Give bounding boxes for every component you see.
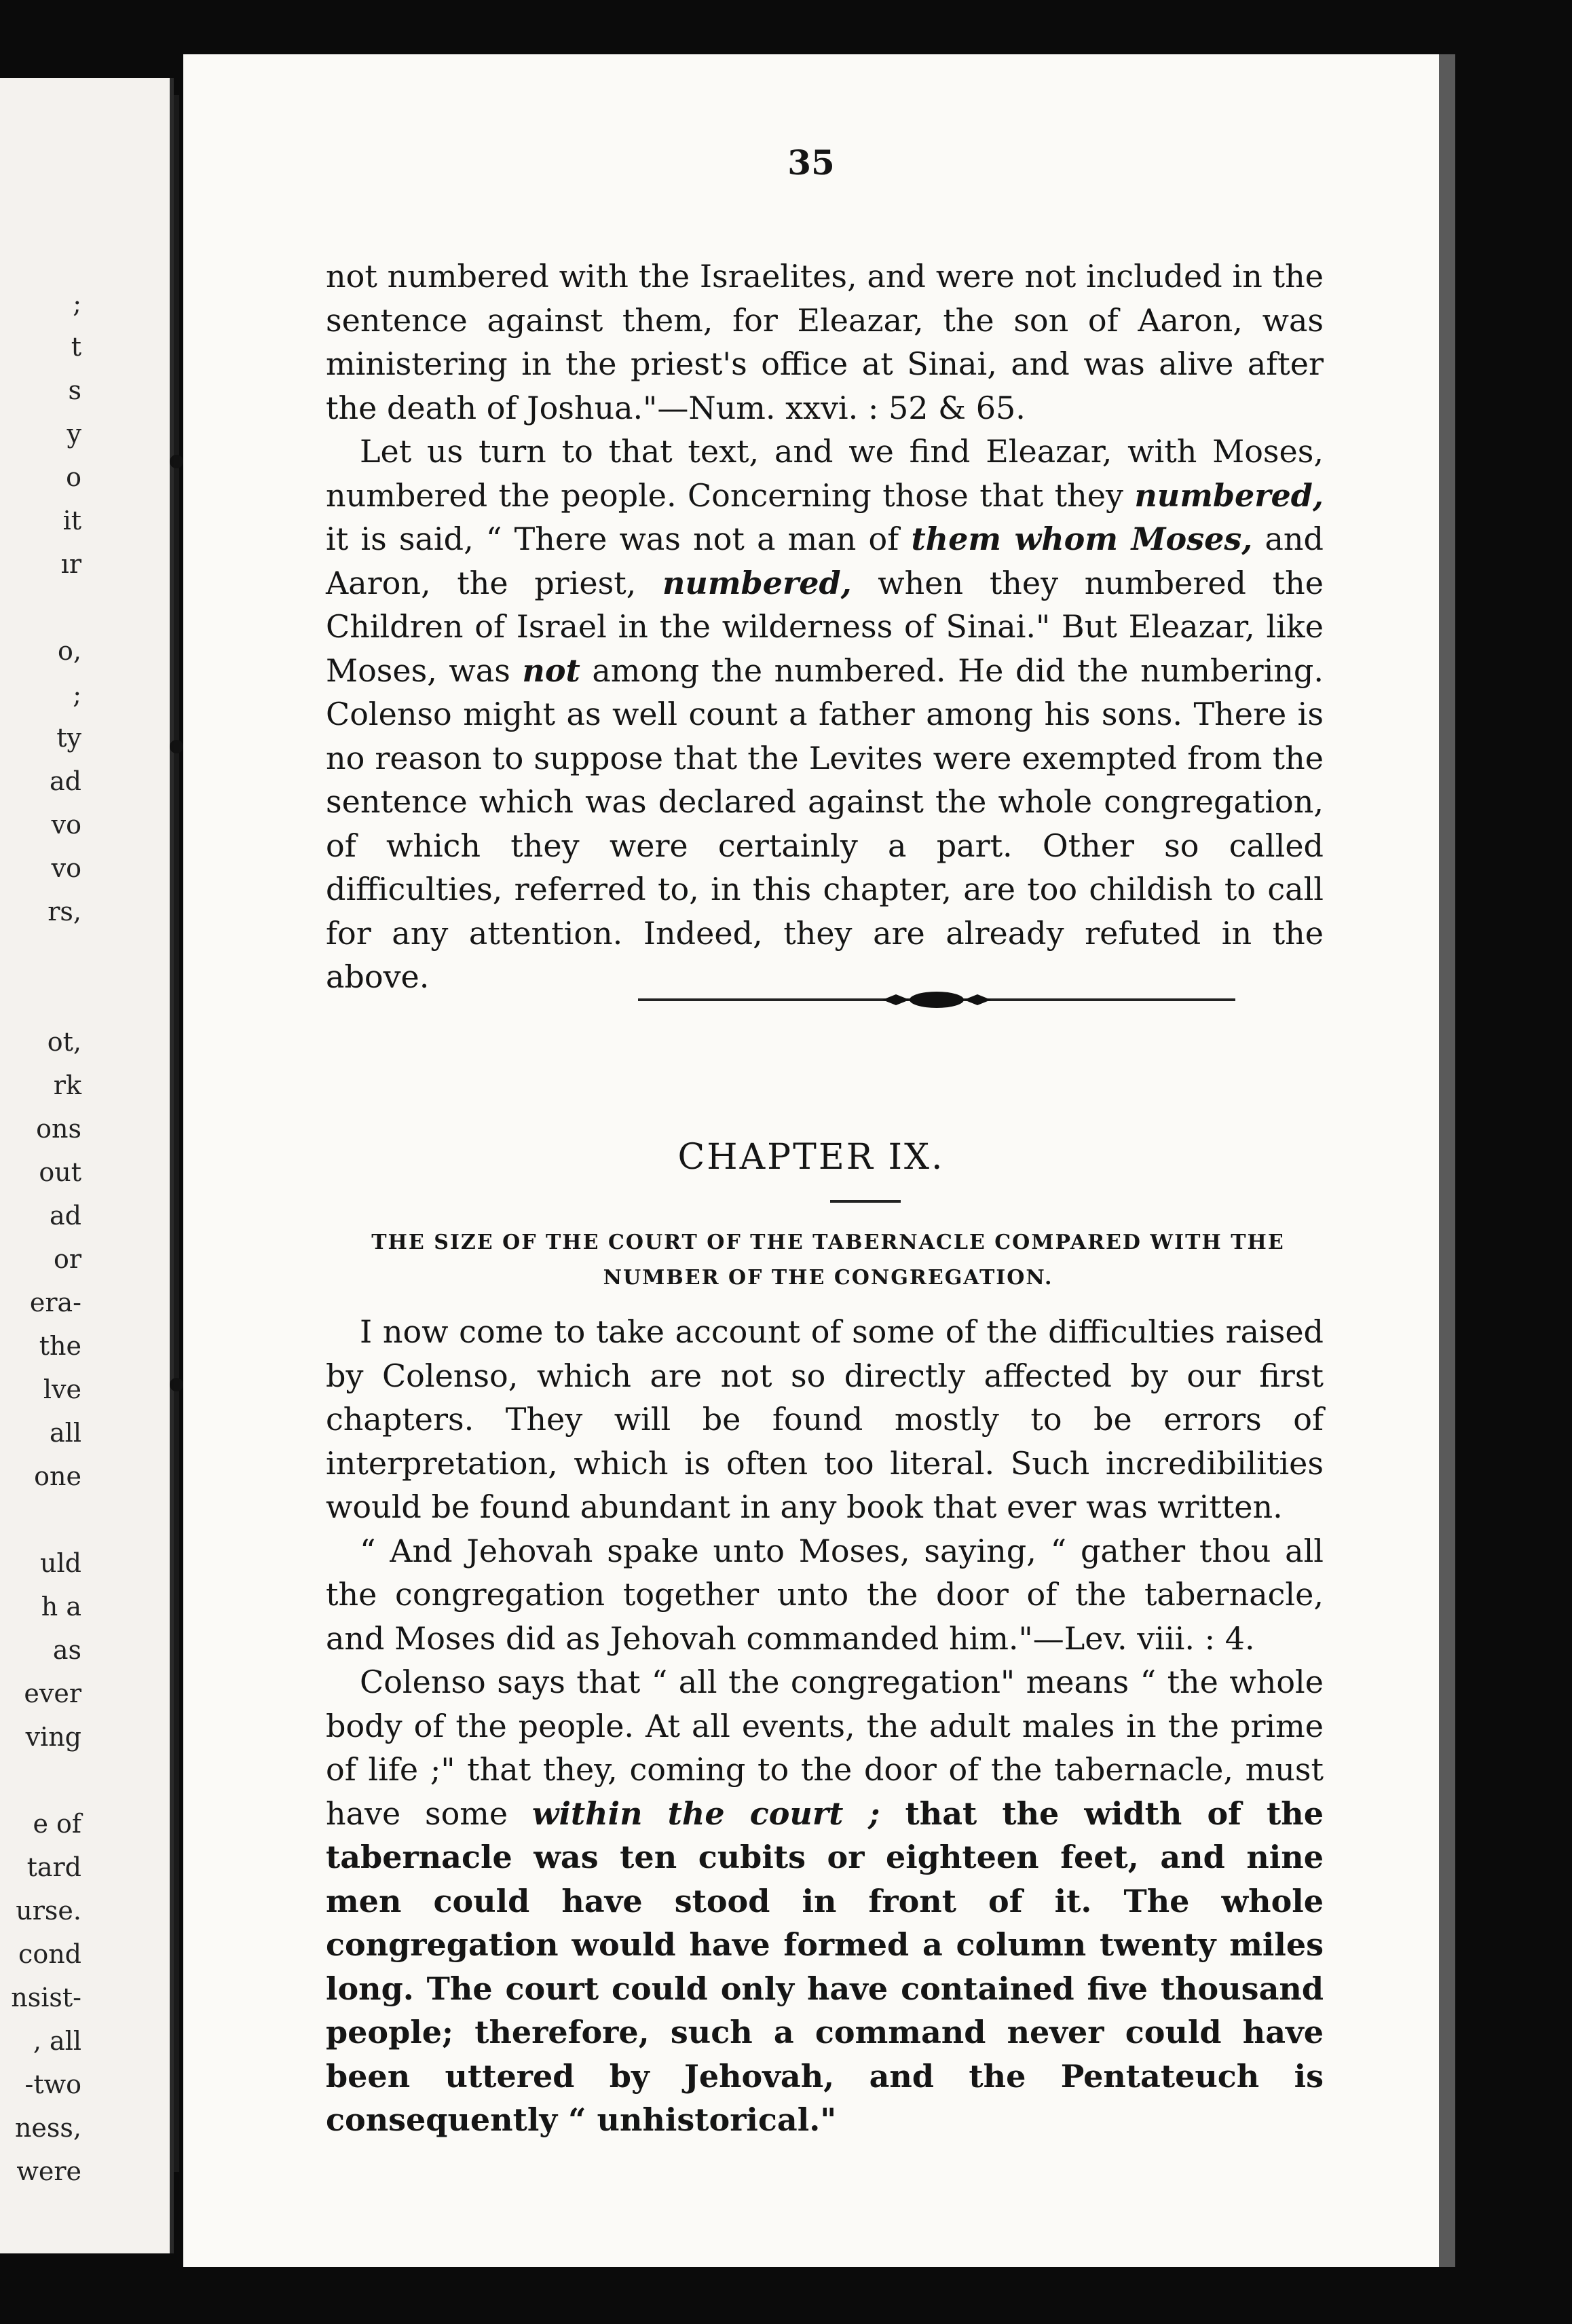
left-page-line: the	[39, 1331, 81, 1361]
left-page-line: uld	[40, 1548, 81, 1578]
chapter-text	[326, 1310, 1324, 2142]
left-page-line: era-	[29, 1288, 81, 1317]
left-page-line: urse.	[16, 1896, 81, 1926]
opening-text	[326, 255, 1324, 999]
left-page-line: ad	[50, 766, 81, 796]
left-page-line: o,	[58, 636, 81, 666]
left-page-line: ;	[73, 288, 81, 318]
left-page-line: s	[68, 375, 81, 405]
left-page-line	[0, 1498, 81, 1541]
left-page-line: ever	[24, 1679, 81, 1708]
chapter-title-rule	[830, 1200, 901, 1203]
left-page-line: vo	[51, 810, 81, 840]
paragraph-difficulties: I now come to take account of some of the difficulties raised by Colenso, which are not so directly affected by our first chapters. They will be found mostly to be errors of interpretation, which is often too literal. Such incredibilities would be found abundant in any book that ever was written.	[326, 1313, 1324, 1525]
text-run: and Aaron, the priest,	[326, 521, 1324, 601]
left-page-line: -two	[24, 2069, 81, 2099]
text-run: among the numbered. He did the numbering. Colenso might as well count a father among his sons. There is no reason to suppose that the Levites were exempted from the sentence which was declared against the whole congregation, of which they were certainly a part. Other so called difficulties, referred to, in this chapter, are too childish to call for any attention. Indeed, they are already refuted in the above.	[326, 652, 1324, 995]
emphasis: not	[522, 652, 580, 689]
left-page-line	[0, 586, 81, 629]
text-run: Colenso says that “ all the congregation" means “ the whole body of the people. At all events, the adult males in the prime of life ;" that they, coming to the door of the tabernacle, must have some	[326, 1664, 1324, 1832]
left-page-line: y	[67, 419, 81, 449]
left-page-text-fragments	[0, 282, 81, 2193]
left-page-line: ot,	[47, 1027, 81, 1057]
paragraph-colenso	[326, 1660, 1324, 2142]
text-run: that the width of the tabernacle was ten cubits or eighteen feet, and nine men could have stood in front of it. The whole congregation would have formed a column twenty miles long. The court could only have contained five thousand people; therefore, such a command never could have been uttered by Jehovah, and the Pentateuch is consequently “ unhistorical."	[326, 1795, 1324, 2138]
left-page-line: were	[16, 2156, 81, 2186]
book-gutter	[174, 95, 179, 2172]
left-page-line: o	[66, 462, 81, 492]
left-page-line: t	[71, 332, 81, 362]
binding-stitch	[170, 740, 183, 753]
left-page-line: tard	[26, 1852, 81, 1882]
left-page-line: cond	[18, 1939, 81, 1969]
binding-stitch	[170, 1378, 183, 1391]
left-page-line	[0, 1759, 81, 1802]
left-page-line: ;	[73, 679, 81, 709]
text-run: Let us turn to that text, and we find Eleazar, with Moses, numbered the people. Concerning those that they	[326, 433, 1324, 514]
page-number: 35	[787, 143, 835, 183]
left-page-line: nsist-	[11, 1983, 81, 2012]
left-page-line: out	[39, 1157, 81, 1187]
left-page-line: ır	[60, 549, 81, 579]
text-run: when they numbered the Children of Israel in the wilderness of Sinai." But Eleazar, like Moses, was	[326, 564, 1324, 689]
left-page-line: or	[53, 1244, 81, 1274]
left-page-line: ons	[36, 1114, 81, 1144]
left-page-line: , all	[33, 2026, 81, 2056]
emphasis: them whom Moses,	[911, 521, 1253, 557]
left-page-line: it	[62, 506, 81, 536]
left-page-line: ad	[50, 1201, 81, 1231]
left-page-line: vo	[51, 853, 81, 883]
left-page-line: one	[34, 1461, 81, 1491]
left-page-line: rs,	[48, 897, 81, 926]
book-page	[183, 54, 1455, 2267]
left-page-line: h a	[41, 1592, 81, 1622]
paragraph-quotation: “ And Jehovah spake unto Moses, saying, “ gather thou all the congregation together unto the door of the tabernacle, and Moses did as Jehovah commanded him."—Lev. viii. : 4.	[326, 1532, 1324, 1657]
left-page-line: as	[52, 1635, 81, 1665]
left-page-line	[0, 933, 81, 977]
paragraph-eleazar	[326, 430, 1324, 999]
left-page-line: ty	[56, 723, 81, 753]
left-page-line: ness,	[14, 2113, 81, 2143]
left-page-line	[0, 977, 81, 1020]
section-divider-ornament	[638, 979, 1235, 1020]
binding-stitch	[170, 455, 183, 468]
emphasis: numbered,	[662, 564, 852, 601]
left-page-line: rk	[53, 1070, 81, 1100]
chapter-title: CHAPTER IX.	[677, 1137, 945, 1178]
left-facing-page	[0, 78, 174, 2253]
left-page-line: e of	[33, 1809, 81, 1839]
text-run: it is said, “ There was not a man of	[326, 521, 912, 557]
left-page-line: lve	[43, 1374, 81, 1404]
paragraph-continuation: not numbered with the Israelites, and were not included in the sentence against them, for Eleazar, the son of Aaron, was ministering in the priest's office at Sinai, and was alive after the death of Joshua."—Num. xxvi. : 52 & 65.	[326, 258, 1324, 426]
chapter-subtitle: THE SIZE OF THE COURT OF THE TABERNACLE COMPARED WITH THE NUMBER OF THE CONGREGATION.	[371, 1231, 1285, 1290]
left-page-line: all	[50, 1418, 81, 1448]
left-page-line: ving	[25, 1722, 81, 1752]
emphasis: within the court ;	[531, 1795, 880, 1832]
emphasis: numbered,	[1134, 476, 1324, 514]
